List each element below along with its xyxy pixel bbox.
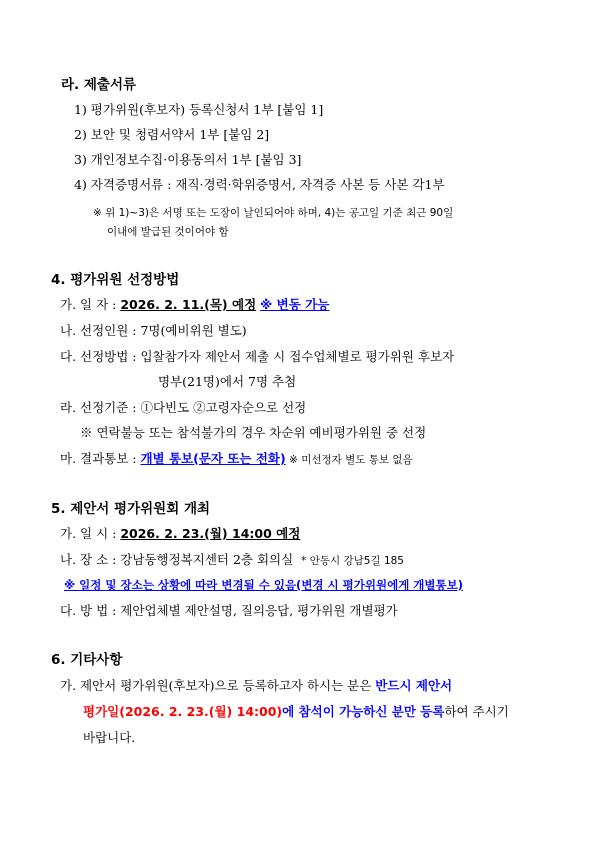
document-note-line2: 이내에 발급된 것이어야 함 bbox=[107, 226, 229, 238]
selection-notify-row bbox=[60, 450, 413, 469]
document-item-4: 4) 자격증명서류 : 재직·경력·학위증명서, 자격증 사본 등 사본 각1부 bbox=[74, 177, 445, 192]
document-item-2: 2) 보안 및 청렴서약서 1부 [붙임 2] bbox=[74, 127, 270, 142]
meeting-place-address: * 안동시 강남5길 185 bbox=[301, 555, 404, 567]
selection-date-value: 2026. 2. 11.(목) 예정 bbox=[120, 297, 257, 312]
meeting-time-label: 가. 일 시 : bbox=[60, 526, 121, 541]
selection-notify-note: ※ 미선정자 별도 통보 없음 bbox=[285, 454, 413, 466]
section-ra-title: 라. 제출서류 bbox=[61, 77, 137, 93]
selection-date-row bbox=[60, 296, 329, 314]
misc-line2-emphasis: 에 참석이 가능하신 분만 등록 bbox=[282, 704, 445, 719]
document-note-line1: ※ 위 1)~3)은 서명 또는 도장이 날인되어야 하며, 4)는 공고일 기준 최근 90일 bbox=[93, 207, 454, 219]
misc-line2-tail: 하여 주시기 bbox=[444, 704, 509, 719]
selection-notify-value: 개별 통보(문자 또는 전화) bbox=[140, 451, 286, 466]
misc-line1-emphasis: 반드시 제안서 bbox=[375, 678, 453, 693]
selection-date-note: ※ 변동 가능 bbox=[260, 297, 330, 312]
misc-line1 bbox=[60, 677, 452, 695]
section5-title: 5. 제안서 평가위원회 개최 bbox=[51, 501, 211, 517]
meeting-change-note: ※ 일정 및 장소는 상황에 따라 변경될 수 있음(변경 시 평가위원에게 개별통보) bbox=[64, 578, 463, 592]
selection-method-line1: 다. 선정방법 : 입찰참가자 제안서 제출 시 접수업체별로 평가위원 후보자 bbox=[60, 349, 455, 364]
selection-count-row: 나. 선정인원 : 7명(예비위원 별도) bbox=[60, 323, 247, 338]
selection-method-line2: 명부(21명)에서 7명 추첨 bbox=[158, 374, 297, 389]
document-item-3: 3) 개인정보수집·이용동의서 1부 [붙임 3] bbox=[74, 152, 302, 167]
meeting-method-row: 다. 방 법 : 제안업체별 제안설명, 질의응답, 평가위원 개별평가 bbox=[60, 603, 398, 618]
misc-line1-text: 가. 제안서 평가위원(후보자)으로 등록하고자 하시는 분은 bbox=[60, 678, 376, 693]
meeting-time-row bbox=[60, 525, 300, 543]
misc-line2 bbox=[83, 703, 509, 721]
meeting-time-value: 2026. 2. 23.(월) 14:00 예정 bbox=[120, 526, 301, 541]
selection-criteria-row: 라. 선정기준 : ①다빈도 ②고령자순으로 선정 bbox=[60, 400, 307, 415]
selection-notify-label: 마. 결과통보 : bbox=[60, 451, 141, 466]
section4-title: 4. 평가위원 선정방법 bbox=[51, 272, 180, 288]
selection-criteria-note: ※ 연락불능 또는 참석불가의 경우 차순위 예비평가위원 중 선정 bbox=[80, 425, 427, 440]
meeting-place-label: 나. 장 소 : 강남동행정복지센터 2층 회의실 bbox=[60, 552, 294, 567]
misc-line3: 바랍니다. bbox=[83, 730, 136, 745]
meeting-place-row bbox=[60, 551, 404, 570]
document-item-1: 1) 평가위원(후보자) 등록신청서 1부 [붙임 1] bbox=[74, 102, 324, 117]
section6-title: 6. 기타사항 bbox=[51, 652, 123, 668]
misc-line2-date: 평가일(2026. 2. 23.(월) 14:00) bbox=[83, 704, 283, 719]
selection-date-label: 가. 일 자 : bbox=[60, 297, 121, 312]
